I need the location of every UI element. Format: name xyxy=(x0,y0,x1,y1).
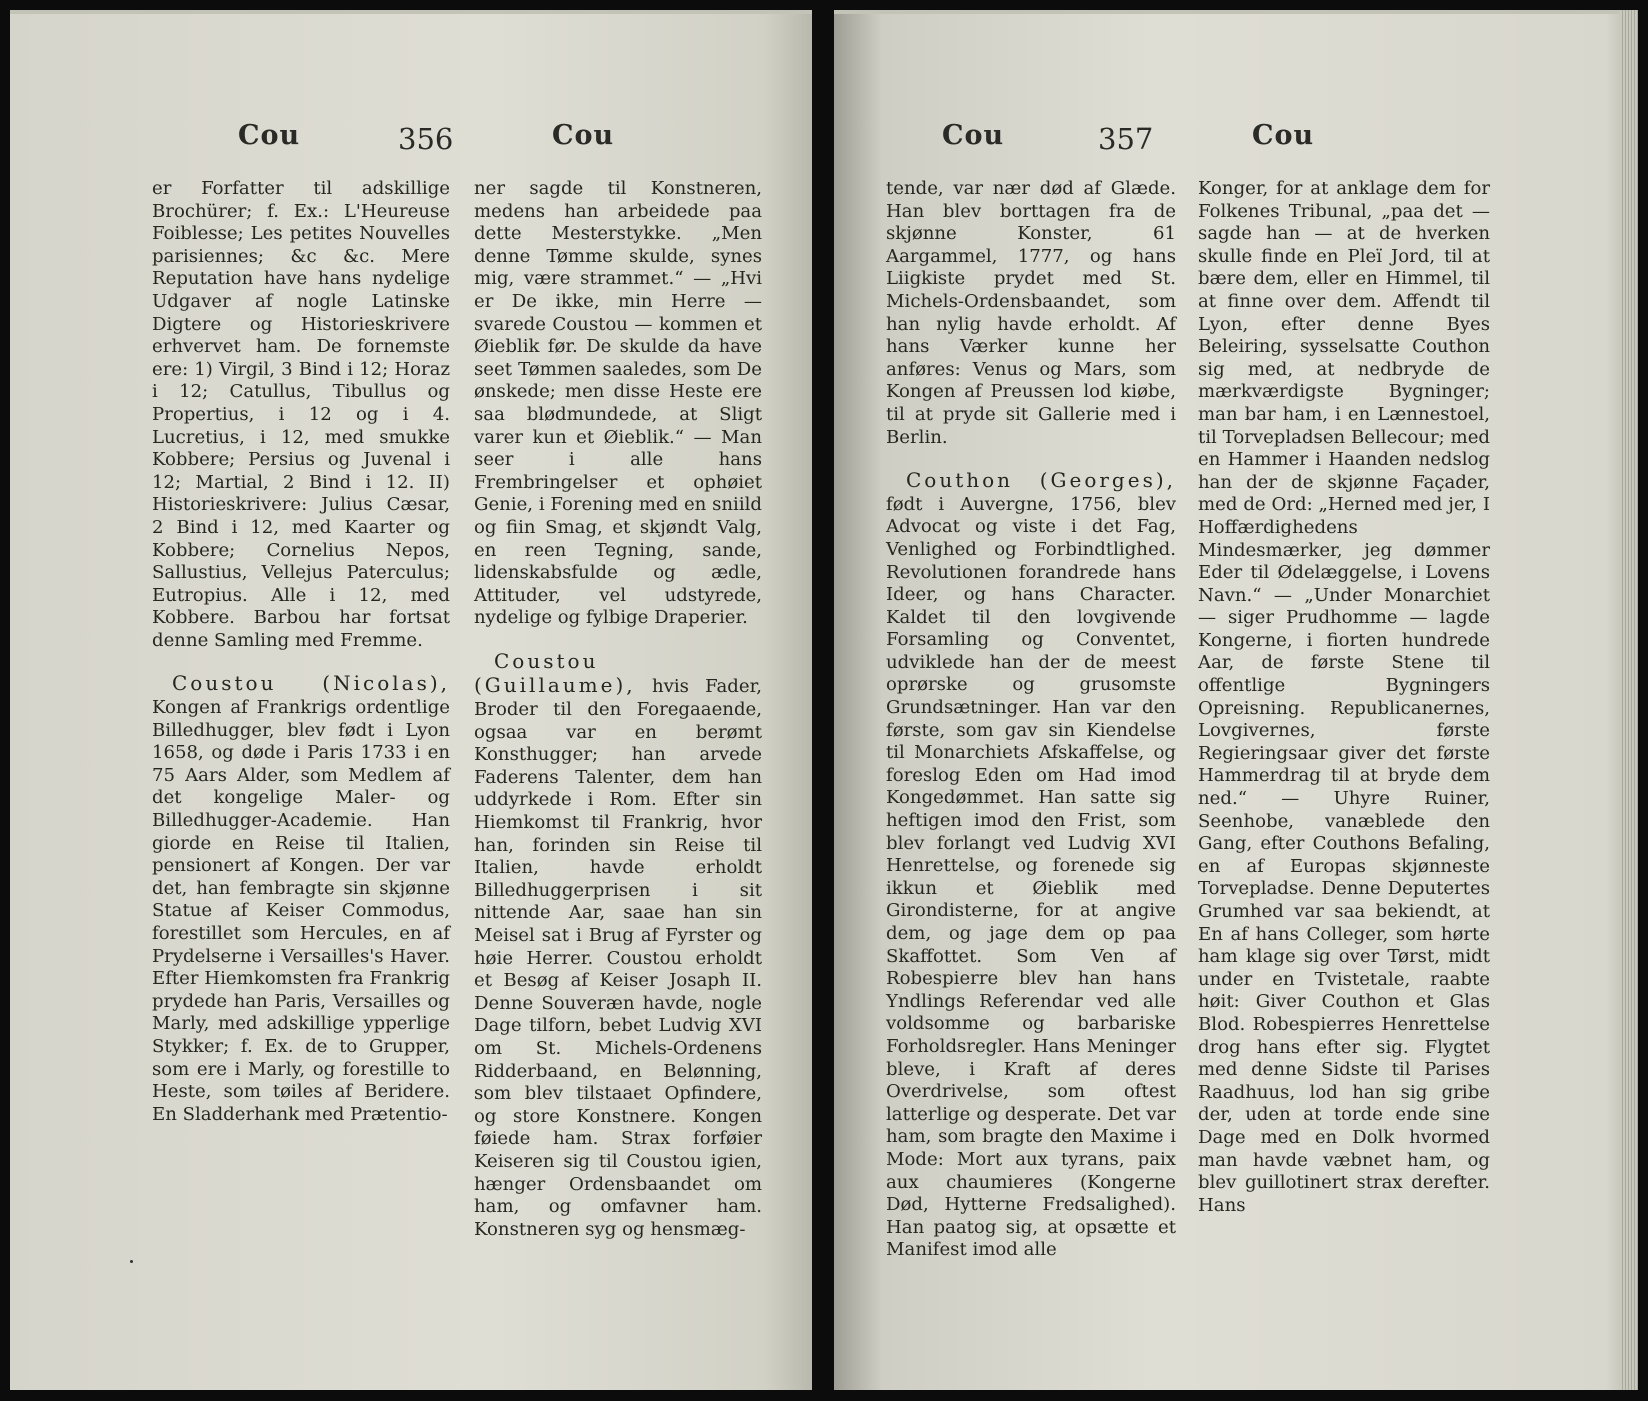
left-column-1 xyxy=(152,178,450,1126)
entry-heading: Couthon (Georges), xyxy=(906,468,1176,493)
column-text: ner sagde til Konstneren, medens han arbeidede paa dette Mesterstykke. „Men denne Tømme skulde, synes mig, være strammet.“ — „Hvi er De ikke, min Herre — svarede Coustou — kommen et Øieblik før. De skulde da have seet Tømmen saaledes, som De ønskede; men disse Heste ere saa blødmundede, at Sligt varer kun et Øieblik.“ — Man seer i alle hans Frembringelser et ophøiet Genie, i Forening med en sniild og fiin Smag, et skjøndt Valg, en reen Tegning, sande, lidenskabsfulde og ædle, Attituder, vel udstyrede, nydelige og fylbige Draperier. xyxy=(474,178,762,629)
left-running-head-right: Cou xyxy=(552,120,615,151)
entry-heading: Coustou (Nicolas), xyxy=(172,671,450,696)
column-text: tende, var nær død af Glæde. Han blev borttagen fra de skjønne Konster, 61 Aargammel, 1777, og hans Liigkiste prydet med St. Michels-Ordensbaandet, som han nylig havde erholdt. Af hans Værker kunne her anføres: Venus og Mars, som Kongen af Preussen lod kiøbe, til at pryde sit Gallerie med i Berlin. xyxy=(886,178,1176,448)
right-column-2 xyxy=(1198,178,1490,1217)
right-running-head-right: Cou xyxy=(1252,120,1315,151)
column-text: er Forfatter til adskillige Brochürer; f. Ex.: L'Heureuse Foiblesse; Les petites Nouvelles parisiennes; &c &c. Mere Reputation have hans nydelige Udgaver af nogle Latinske Digtere og Historieskrivere erhvervet ham. De fornemste ere: 1) Virgil, 3 Bind i 12; Horaz i 12; Catullus, Tibullus og Propertius, i 12 og i 4. Lucretius, i 12, med smukke Kobbere; Persius og Juvenal i 12; Martial, 2 Bind i 12. II) Historieskrivere: Julius Cæsar, 2 Bind i 12, med Kaarter og Kobbere; Cornelius Nepos, Sallustius, Vellejus Paterculus; Eutropius. Alle i 12, med Kobbere. Barbou har fortsat denne Samling med Fremme. xyxy=(152,178,450,651)
right-running-head-left: Cou xyxy=(942,120,1005,151)
entry-paragraph xyxy=(886,469,1176,1262)
entry-text: hvis Fader, Broder til den Foregaaende, ogsaa var en berømt Konsthugger; han arvede Faderens Talenter, dem han uddyrkede i Rom. Efter sin Hiemkomst til Frankrig, hvor han, forinden sin Reise til Italien, havde erholdt Billedhuggerprisen i sit nittende Aar, saae han sin Meisel sat i Brug af Fyrster og høie Herrer. Coustou erholdt et Besøg af Keiser Josaph II. Denne Souveræn havde, nogle Dage tilforn, bebet Ludvig XVI om St. Michels-Ordenens Ridderbaand, en Belønning, som blev tilstaaet Opfindere, og store Konstnere. Kongen føiede ham. Strax forføier Keiseren sig til Coustou igien, hænger Ordensbaandet om ham, og omfavner ham. Konstneren syg og hensmæg- xyxy=(474,676,762,1240)
right-page-number: 357 xyxy=(1098,122,1154,156)
right-page xyxy=(834,10,1638,1390)
left-page-number: 356 xyxy=(398,122,454,156)
column-text: Konger, for at anklage dem for Folkenes Tribunal, „paa det — sagde han — at de hverken skulle finde en Pleï Jord, til at bære dem, eller en Himmel, til at finne over dem. Affendt til Lyon, efter denne Byes Beleiring, sysselsatte Couthon sig med, at nedbryde de mærkværdigste Bygninger; man bar ham, i en Lænnestoel, til Torvepladsen Bellecour; med en Hammer i Haanden nedslog han der de skjønne Façader, med de Ord: „Herned med jer, I Hoffærdighedens Mindesmærker, jeg dømmer Eder til Ødelæggelse, i Lovens Navn.“ — „Under Monarchiet — siger Prudhomme — lagde Kongerne, i fiorten hundrede Aar, de første Stene til offentlige Bygningers Opreisning. Republicanernes, Lovgivernes, første Regieringsaar giver det første Hammerdrag til at bryde dem ned.“ — Uhyre Ruiner, Seenhobe, vanæblede den Gang, efter Couthons Befaling, en af Europas skjønneste Torvepladse. Denne Deputertes Grumhed var saa bekiendt, at En af hans Colleger, som hørte ham klage sig over Tørst, midt under en Tvistetale, raabte høit: Giver Couthon et Glas Blod. Robespierres Henrettelse drog hans efter sig. Flygtet med denne Sidste til Parises Raadhuus, lod han sig gribe der, uden at torde ende sine Dage med en Dolk hvormed man havde væbnet ham, og blev guillotinert strax derefter. Hans xyxy=(1198,178,1490,1216)
left-running-head-left: Cou xyxy=(238,120,301,151)
left-page xyxy=(10,10,812,1390)
entry-paragraph xyxy=(474,650,762,1241)
left-column-2 xyxy=(474,178,762,1241)
right-column-1 xyxy=(886,178,1176,1262)
entry-text: født i Auvergne, 1756, blev Advocat og viste i det Fag, Venlighed og Forbindtlighed. Revolutionen forandrede hans Ideer, og hans Character. Kaldet til den lovgivende Forsamling og Conventet, udviklede han der de meest oprørske og grusomste Grundsætninger. Han var den første, som gav sin Kiendelse til Monarchiets Afskaffelse, og foreslog Eden om Had imod Kongedømmet. Han satte sig heftigen imod den Frist, som blev forlangt ved Ludvig XVI Henrettelse, og forenede sig ikkun et Øieblik med Girondisterne, for at angive dem, og jage dem op paa Skaffottet. Som Ven af Robespierre blev han hans Yndlings Referendar ved alle voldsomme og barbariske Forholdsregler. Hans Meninger bleve, i Kraft af deres Overdrivelse, som oftest latterlige og desperate. Det var ham, som bragte den Maxime i Mode: Mort aux tyrans, paix aux chaumieres (Kongerne Død, Hytterne Fredsalighed). Han paatog sig, at opsætte et Manifest imod alle xyxy=(886,493,1176,1261)
ink-speck xyxy=(130,1260,133,1263)
entry-paragraph xyxy=(152,672,450,1126)
entry-text: Kongen af Frankrigs ordentlige Billedhugger, blev født i Lyon 1658, og døde i Paris 1733 i en 75 Aars Alder, som Medlem af det kongelige Maler- og Billedhugger-Academie. Han giorde en Reise til Italien, pensionert af Kongen. Der var det, han fembragte sin skjønne Statue af Keiser Commodus, forestillet som Hercules, en af Prydelserne i Versailles's Haver. Efter Hiemkomsten fra Frankrig prydede han Paris, Versailles og Marly, med adskillige ypperlige Stykker; f. Ex. de to Grupper, som ere i Marly, og forestille to Heste, som tøiles af Beridere. En Sladderhank med Prætentio- xyxy=(152,697,450,1125)
entry-heading: Coustou (Guillaume), xyxy=(474,648,636,698)
